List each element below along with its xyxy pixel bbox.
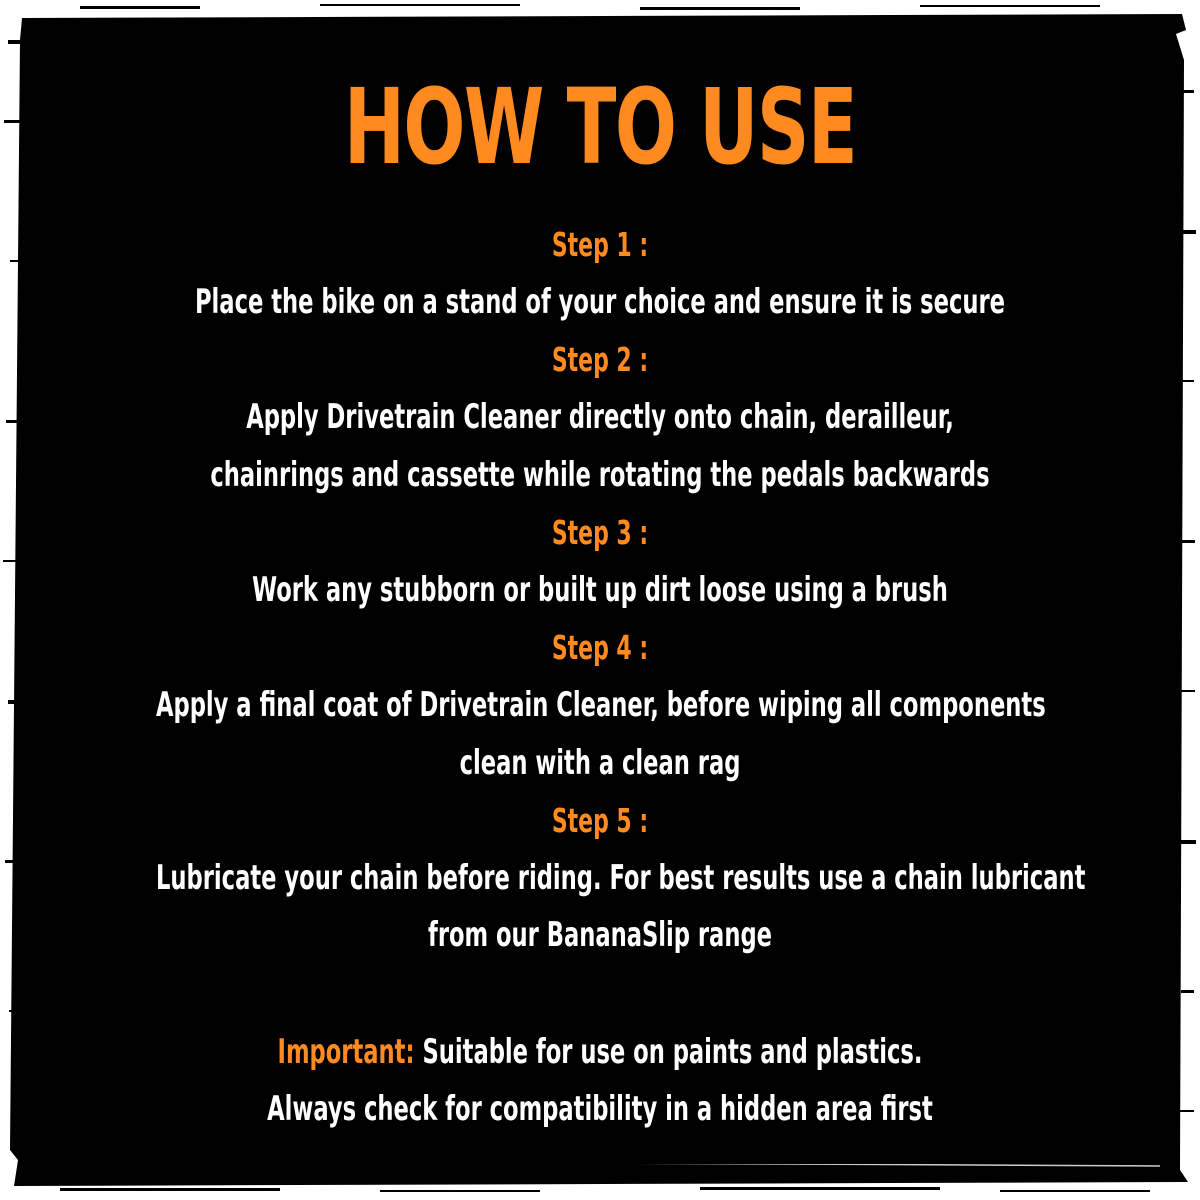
step-1-label: Step 1 : [551,225,649,264]
step-3-text: Work any stubborn or built up dirt loose using a brush [252,570,948,610]
important-text-line-1: Suitable for use on paints and plastics. [422,1032,923,1072]
step-3-label: Step 3 : [551,513,649,552]
step-5-text-line-1: Lubricate your chain before riding. For best results use a chain lubricant [156,858,1086,898]
important-label: Important: [277,1032,415,1072]
step-1-text: Place the bike on a stand of your choice and ensure it is secure [194,282,1006,322]
page-title: HOW TO USE [343,66,857,188]
step-4-text-line-1: Apply a final coat of Drivetrain Cleaner, before wiping all components [156,685,1046,725]
important-text-line-2: Always check for compatibility in a hidden area first [267,1089,933,1129]
step-4-label: Step 4 : [551,628,649,667]
step-2-label: Step 2 : [551,340,649,379]
step-5-text-line-2: from our BananaSlip range [427,915,773,955]
step-4-text-line-2: clean with a clean rag [459,743,741,783]
important-note [156,1023,1044,1081]
step-2-text-line-1: Apply Drivetrain Cleaner directly onto chain, derailleur, [246,397,954,437]
step-5-label: Step 5 : [551,801,649,840]
step-2-text-line-2: chainrings and cassette while rotating the pedals backwards [210,455,990,495]
